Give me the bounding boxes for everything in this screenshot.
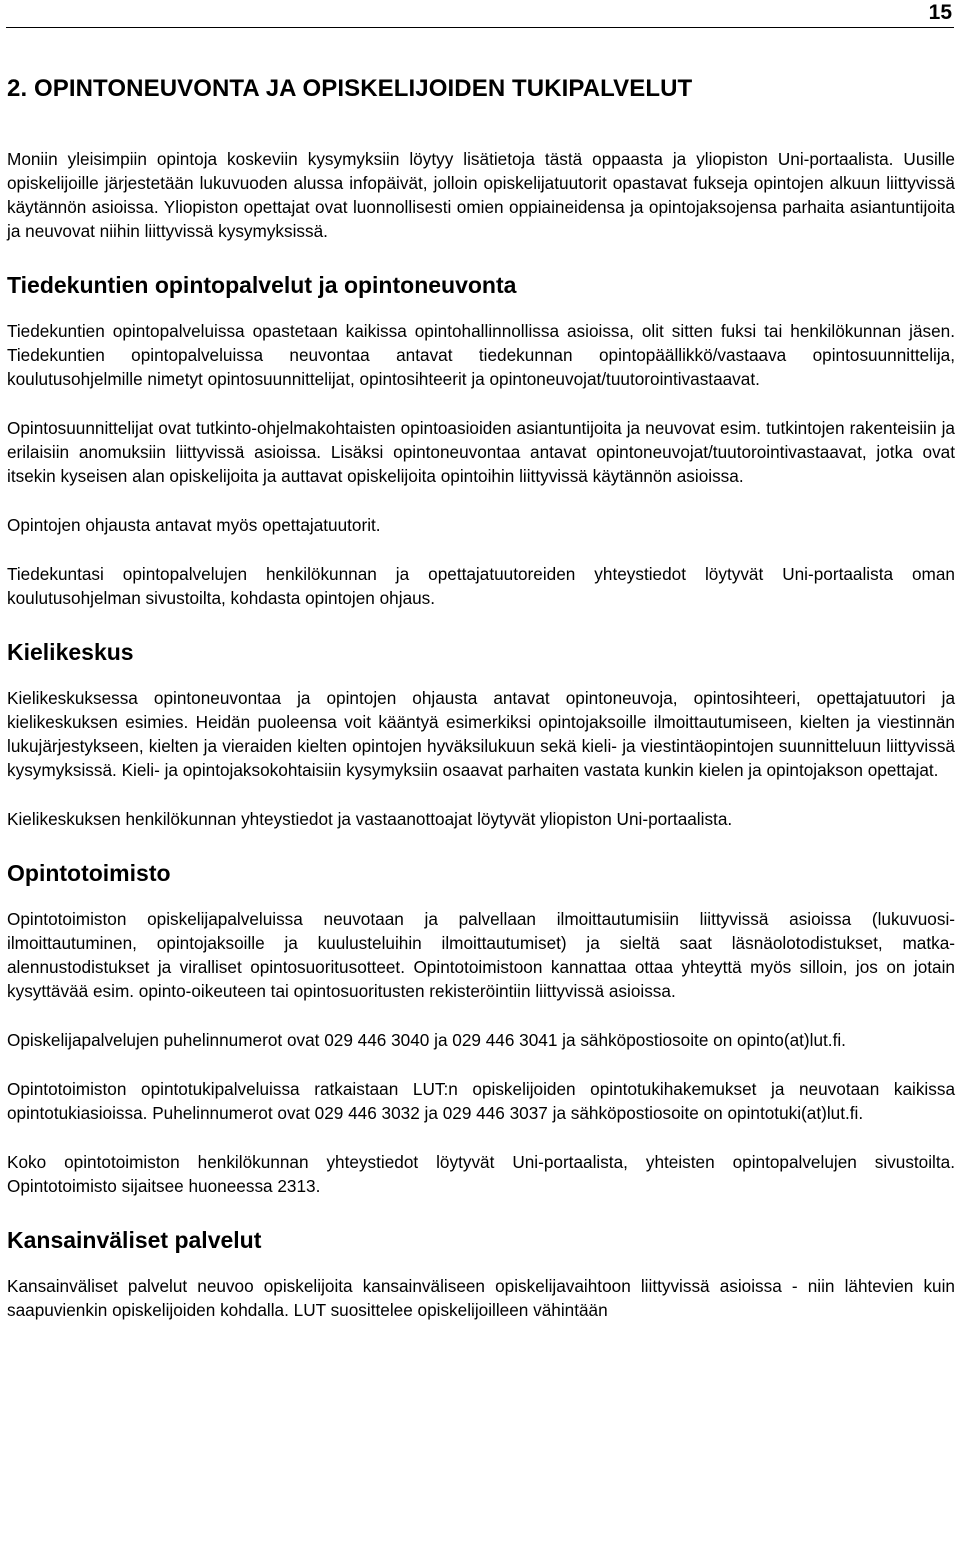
- study-office-paragraph: Koko opintotoimiston henkilökunnan yhteystiedot löytyvät Uni-portaalista, yhteisten opintopalvelujen sivustoilta. Opintotoimisto sijaitsee huoneessa 2313.: [7, 1152, 955, 1196]
- international-services-heading: Kansainväliset palvelut: [7, 1227, 262, 1253]
- header-rule: [6, 27, 954, 28]
- faculty-paragraph: Tiedekuntasi opintopalvelujen henkilökunnan ja opettajatuutoreiden yhteystiedot löytyvät Uni-portaalista oman koulutusohjelman sivustoilta, kohdasta opintojen ohjaus.: [7, 564, 955, 608]
- faculty-paragraph: Opintosuunnittelijat ovat tutkinto-ohjelmakohtaisten opintoasioiden asiantuntijoita ja neuvovat esim. tutkintojen rakenteisiin ja erilaisiin anomuksiin liittyvissä asioissa. Lisäksi opintoneuvontaa antavat opintoneuvojat/tuutorointivastaavat, jotka ovat itsekin kyseisen alan opiskelijoita ja auttavat opiskelijoita opintoihin liittyvissä käytännön asioissa.: [7, 418, 955, 486]
- faculty-paragraph: Tiedekuntien opintopalveluissa opastetaan kaikissa opintohallinnollissa asioissa, olit sitten fuksi tai henkilökunnan jäsen. Tiedekuntien opintopalveluissa neuvontaa antavat tiedekunnan opintopäällikkö/vastaava opintosuunnittelija, koulutusohjelmille nimetyt opintosuunnittelijat, opintosihteerit ja opintoneuvojat/tuutorointivastaavat.: [7, 321, 955, 389]
- chapter-intro-paragraph: Moniin yleisimpiin opintoja koskeviin kysymyksiin löytyy lisätietoja tästä oppaasta ja yliopiston Uni-portaalista. Uusille opiskelijoille järjestetään lukuvuoden alussa infopäivät, jolloin opiskelijatuutorit opastavat fukseja opintojen alkuun liittyvissä käytännön asioissa. Yliopiston opettajat ovat luonnollisesti omien oppiaineidensa ja opintojaksojensa parhaita asiantuntijoita ja neuvovat niihin liittyvissä kysymyksissä.: [7, 149, 955, 241]
- chapter-title: 2. OPINTONEUVONTA JA OPISKELIJOIDEN TUKIPALVELUT: [7, 75, 693, 102]
- study-office-paragraph: Opintotoimiston opiskelijapalveluissa neuvotaan ja palvellaan ilmoittautumisiin liittyvissä asioissa (lukuvuosi-ilmoittautuminen, opintojaksoille ja kuulusteluihin ilmoittautumiset) ja sieltä saat läsnäolotodistukset, matka-alennustodistukset ja viralliset opintosuoritusotteet. Opintotoimistoon kannattaa ottaa yhteyttä myös silloin, jos on jotain kysyttävää esim. opinto-oikeuteen tai opintosuoritusten rekisteröintiin liittyvissä asioissa.: [7, 909, 955, 1001]
- page-number: 15: [928, 1, 952, 24]
- faculty-section-heading: Tiedekuntien opintopalvelut ja opintoneuvonta: [7, 272, 517, 298]
- language-centre-paragraph: Kielikeskuksessa opintoneuvontaa ja opintojen ohjausta antavat opintoneuvoja, opintosihteeri, opettajatuutori ja kielikeskuksen esimies. Heidän puoleensa voit kääntyä esimerkiksi opintojaksoille ilmoittautumiseen, kielten ja viestinnän lukujärjestykseen, kielten ja vieraiden kielten opintojen hyväksilukuun sekä kieli- ja viestintäopintojen suunnitteluun liittyvissä kysymyksissä. Kieli- ja opintojaksokohtaisiin kysymyksiin osaavat parhaiten vastata kunkin kielen ja opintojakson opettajat.: [7, 688, 955, 780]
- document-body: [7, 72, 955, 1347]
- international-services-paragraph: Kansainväliset palvelut neuvoo opiskelijoita kansainväliseen opiskelijavaihtoon liittyvissä asioissa - niin lähtevien kuin saapuvienkin opiskelijoiden kohdalla. LUT suosittelee opiskelijoilleen vähintään: [7, 1276, 955, 1320]
- language-centre-paragraph: Kielikeskuksen henkilökunnan yhteystiedot ja vastaanottoajat löytyvät yliopiston Uni-portaalista.: [7, 809, 733, 829]
- study-office-paragraph: Opiskelijapalvelujen puhelinnumerot ovat 029 446 3040 ja 029 446 3041 ja sähköpostiosoite on opinto(at)lut.fi.: [7, 1030, 846, 1050]
- study-office-heading: Opintotoimisto: [7, 860, 171, 886]
- language-centre-heading: Kielikeskus: [7, 639, 134, 665]
- study-office-paragraph: Opintotoimiston opintotukipalveluissa ratkaistaan LUT:n opiskelijoiden opintotukihakemukset ja neuvotaan kaikissa opintotukiasioissa. Puhelinnumerot ovat 029 446 3032 ja 029 446 3037 ja sähköpostiosoite on opintotuki(at)lut.fi.: [7, 1079, 955, 1123]
- faculty-paragraph: Opintojen ohjausta antavat myös opettajatuutorit.: [7, 515, 381, 535]
